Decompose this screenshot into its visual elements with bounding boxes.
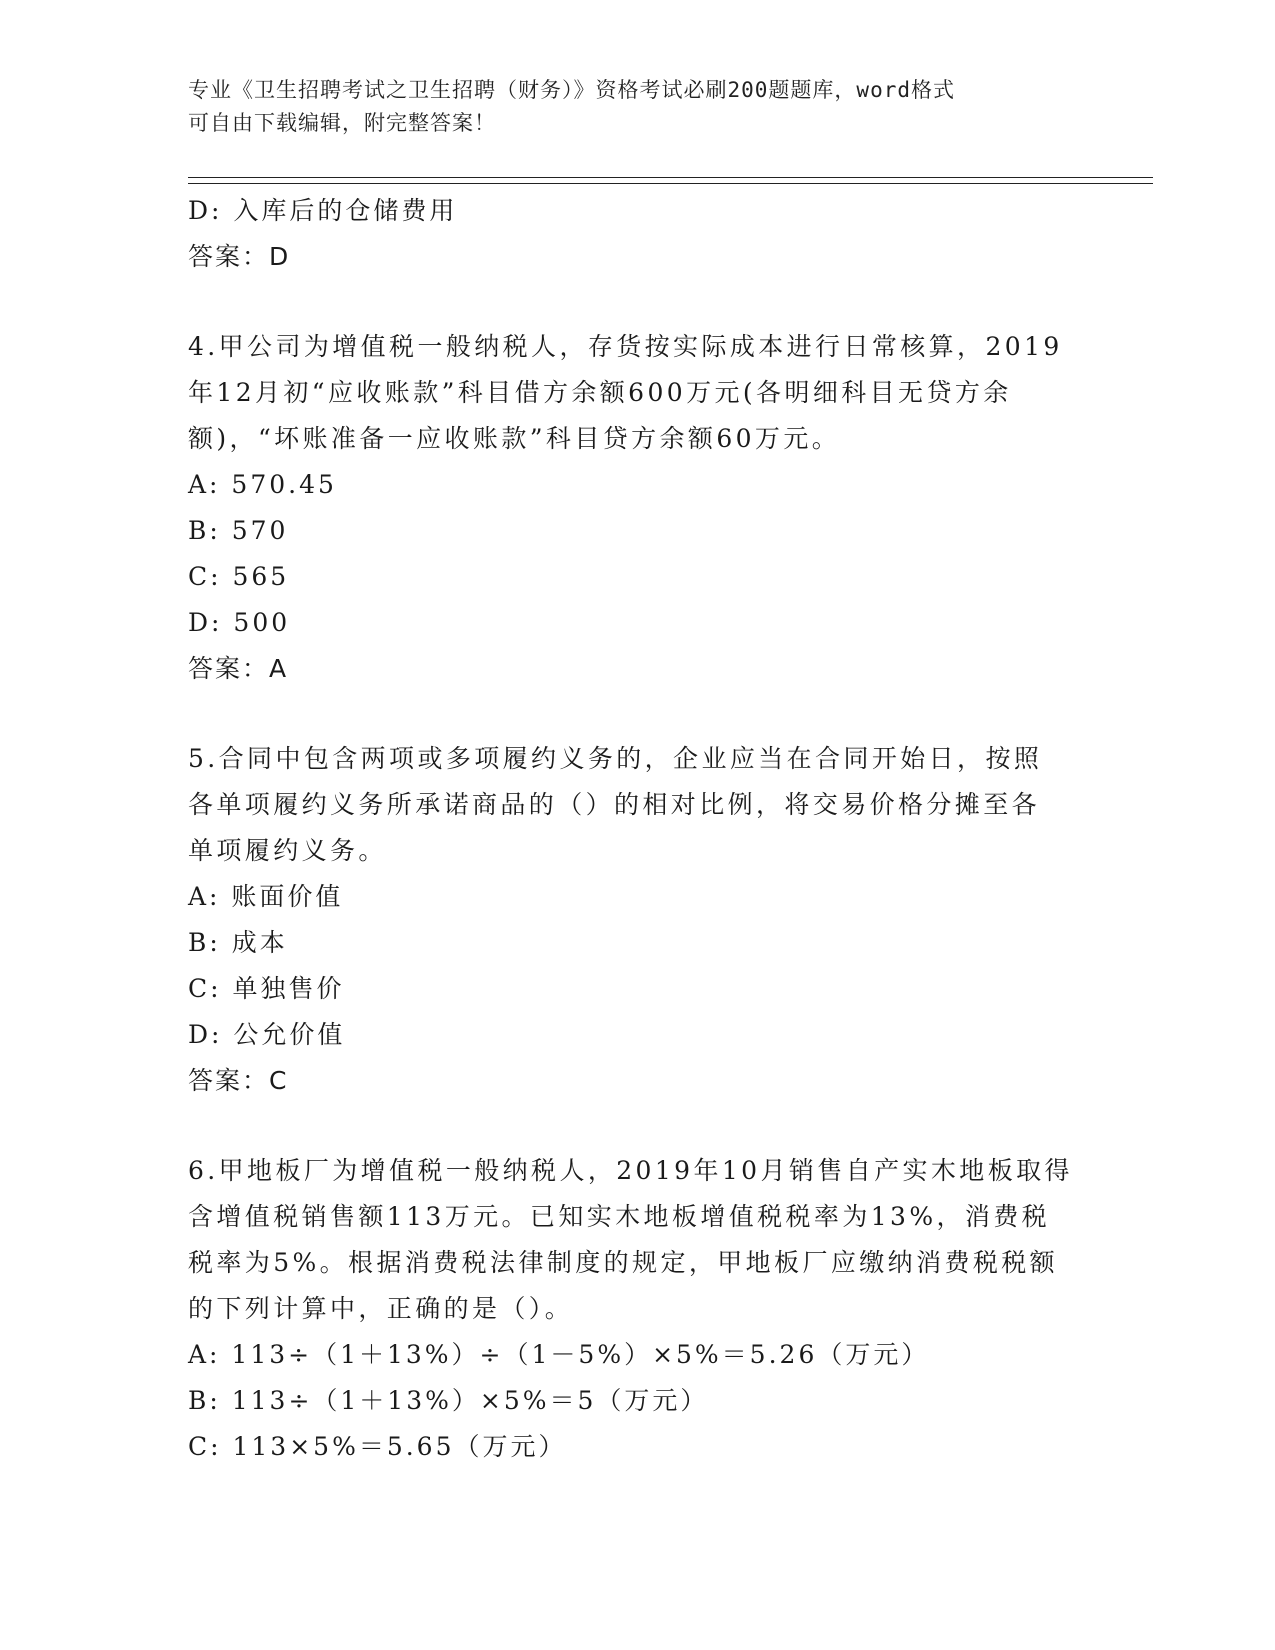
question-5: [188, 736, 1088, 1104]
option-d: D: 500: [188, 608, 291, 637]
question-text-line: 5.合同中包含两项或多项履约义务的，企业应当在合同开始日，按照: [188, 744, 1043, 773]
document-header: [188, 74, 1088, 140]
question-text-line: 税率为5%。根据消费税法律制度的规定，甲地板厂应缴纳消费税税额: [188, 1248, 1059, 1277]
header-divider-bottom: [188, 183, 1153, 184]
question-text-line: 4.甲公司为增值税一般纳税人，存货按实际成本进行日常核算，2019: [188, 332, 1063, 361]
question-text-line: 6.甲地板厂为增值税一般纳税人，2019年10月销售自产实木地板取得: [188, 1156, 1073, 1185]
question-text-line: 单项履约义务。: [188, 836, 387, 865]
question-4: [188, 324, 1088, 692]
question-text-line: 年12月初“应收账款”科目借方余额600万元(各明细科目无贷方余: [188, 378, 1012, 407]
option-c: C: 113×5%＝5.65（万元）: [188, 1432, 567, 1461]
option-d: D: 入库后的仓储费用: [188, 196, 458, 225]
option-b: B: 570: [188, 516, 289, 545]
option-b: B: 113÷（1＋13%）×5%＝5（万元）: [188, 1386, 709, 1415]
option-d: D: 公允价值: [188, 1020, 346, 1049]
header-divider-top: [188, 177, 1153, 178]
question-text-line: 含增值税销售额113万元。已知实木地板增值税税率为13%，消费税: [188, 1202, 1051, 1231]
question-text-line: 的下列计算中，正确的是（）。: [188, 1294, 574, 1323]
header-line-1: 专业《卫生招聘考试之卫生招聘（财务）》资格考试必刷200题题库，word格式: [188, 78, 955, 102]
answer: 答案：A: [188, 654, 289, 683]
answer: 答案：D: [188, 242, 291, 271]
question-text-line: 额)，“坏账准备一应收账款”科目贷方余额60万元。: [188, 424, 841, 453]
previous-question-tail: [188, 188, 1088, 280]
option-a: A: 570.45: [188, 470, 337, 499]
option-c: C: 单独售价: [188, 974, 345, 1003]
option-b: B: 成本: [188, 928, 288, 957]
answer: 答案：C: [188, 1066, 289, 1095]
header-line-2: 可自由下载编辑，附完整答案！: [188, 111, 496, 135]
option-a: A: 113÷（1＋13%）÷（1－5%）×5%＝5.26（万元）: [188, 1340, 930, 1369]
question-6: [188, 1148, 1088, 1470]
question-list: [188, 188, 1088, 1470]
question-text-line: 各单项履约义务所承诺商品的（）的相对比例，将交易价格分摊至各: [188, 790, 1041, 819]
option-a: A: 账面价值: [188, 882, 344, 911]
option-c: C: 565: [188, 562, 290, 591]
